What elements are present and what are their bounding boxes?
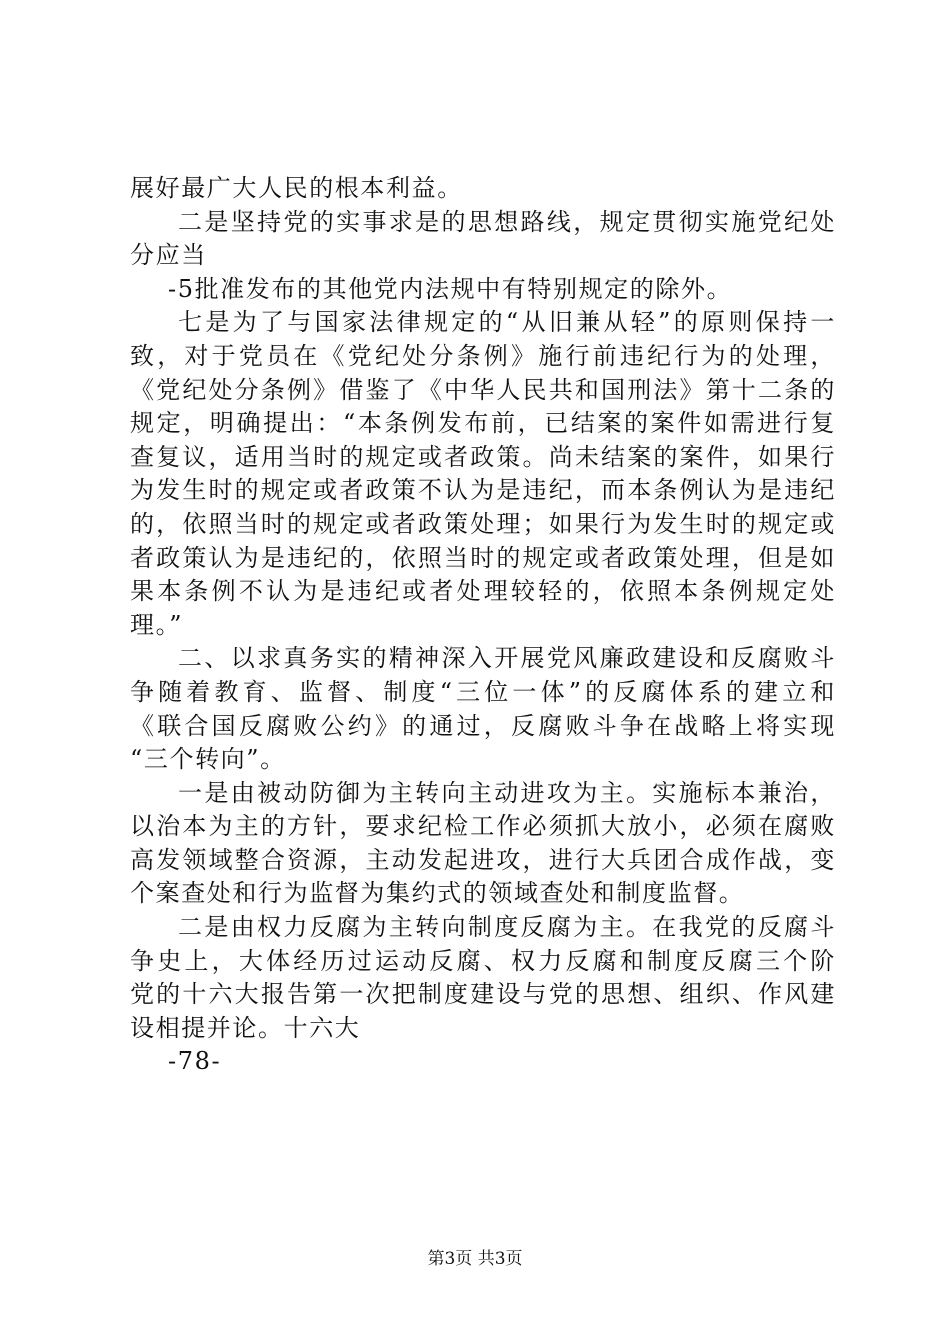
text-line: “三个转向”。: [130, 745, 286, 774]
text-line: 的，依照当时的规定或者政策处理；如果行为发生时的规定或: [130, 509, 836, 538]
text-line: -5批准发布的其他党内法规中有特别规定的除外。: [168, 274, 733, 303]
text-line: 致，对于党员在《党纪处分条例》施行前违纪行为的处理，: [130, 341, 836, 370]
text-line: 一是由被动防御为主转向主动进攻为主。实施标本兼治，: [178, 778, 836, 807]
text-line: 果本条例不认为是违纪或者处理较轻的，依照本条例规定处: [130, 577, 836, 606]
text-line: 分应当: [130, 241, 207, 270]
document-body: [130, 172, 836, 1079]
text-line: 为发生时的规定或者政策不认为是违纪，而本条例认为是违纪: [130, 476, 836, 505]
text-line: 争史上，大体经历过运动反腐、权力反腐和制度反腐三个阶: [130, 946, 836, 975]
text-line: 二是由权力反腐为主转向制度反腐为主。在我党的反腐斗: [178, 913, 836, 942]
text-line: 展好最广大人民的根本利益。: [130, 174, 463, 202]
text-line: 高发领域整合资源，主动发起进攻，进行大兵团合成作战，变: [130, 845, 836, 874]
text-line: 《党纪处分条例》借鉴了《中华人民共和国刑法》第十二条的: [130, 375, 836, 404]
text-line: 理。”: [130, 610, 184, 639]
text-line: 二是坚持党的实事求是的思想路线，规定贯彻实施党纪处: [178, 207, 836, 236]
text-line: 《联合国反腐败公约》的通过，反腐败斗争在战略上将实现: [130, 711, 836, 740]
text-line: 设相提并论。十六大: [130, 1013, 361, 1042]
text-line: 以治本为主的方针，要求纪检工作必须抓大放小，必须在腐败: [130, 812, 836, 841]
text-line: 查复议，适用当时的规定或者政策。尚未结案的案件，如果行: [130, 442, 836, 471]
text-line: 个案查处和行为监督为集约式的领域查处和制度监督。: [130, 879, 745, 908]
page-footer: 第3页 共3页: [427, 1249, 523, 1269]
text-line: 七是为了与国家法律规定的“从旧兼从轻”的原则保持一: [178, 308, 836, 337]
text-line: 党的十六大报告第一次把制度建设与党的思想、组织、作风建: [130, 980, 836, 1009]
text-line: 者政策认为是违纪的，依照当时的规定或者政策处理，但是如: [130, 543, 836, 572]
inline-page-number: -78-: [168, 1047, 222, 1076]
text-line: 二、以求真务实的精神深入开展党风廉政建设和反腐败斗: [178, 644, 836, 673]
text-line: 争随着教育、监督、制度“三位一体”的反腐体系的建立和: [130, 677, 836, 706]
text-line: 规定，明确提出：“本条例发布前，已结案的案件如需进行复: [130, 409, 836, 438]
